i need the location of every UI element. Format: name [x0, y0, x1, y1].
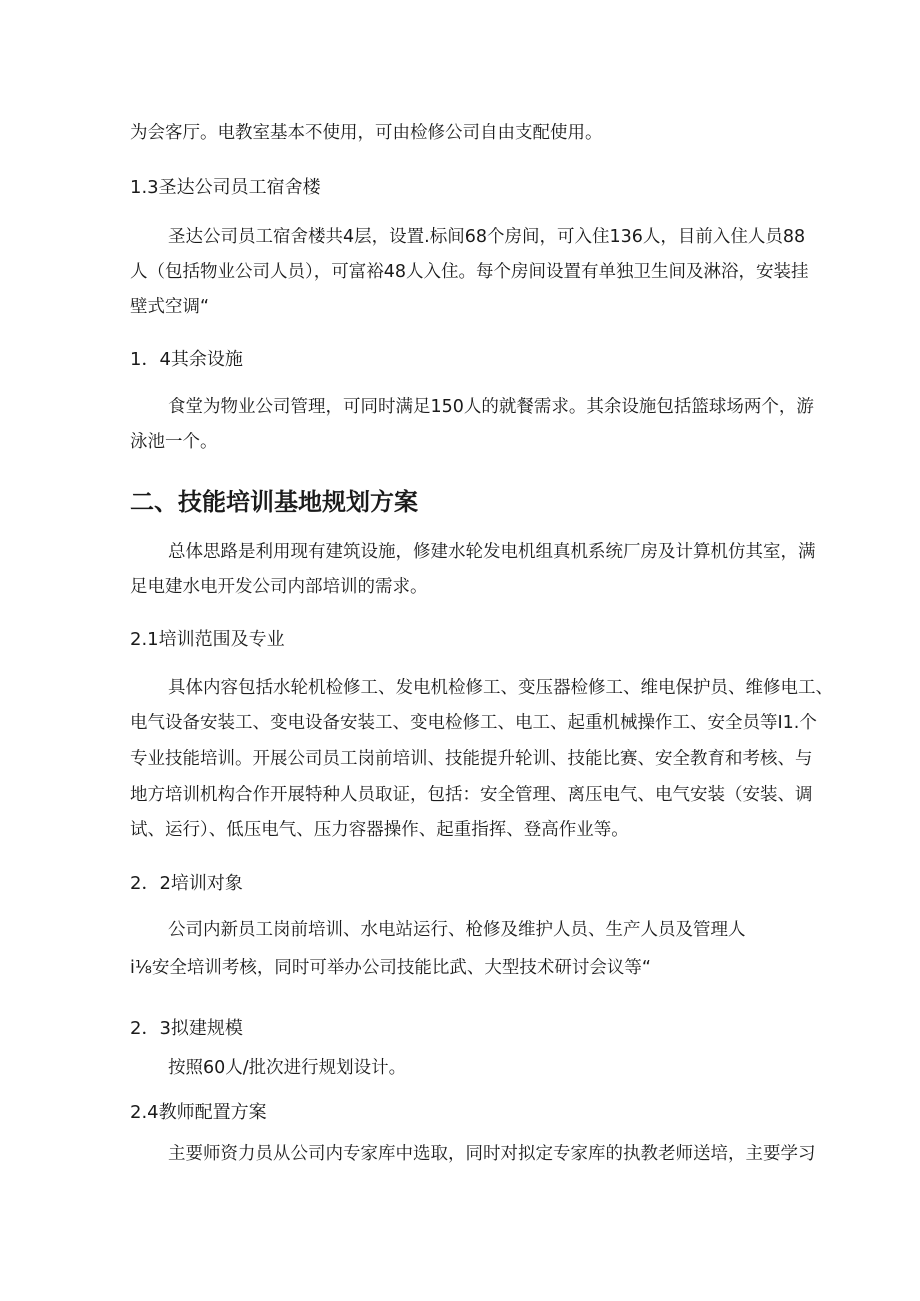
paragraph-line: i⅛安全培训考核，同时可举办公司技能比武、大型技术研讨会议等“ [130, 958, 651, 978]
paragraph-line: 为会客厅。电教室基本不使用，可由检修公司自由支配使用。 [130, 123, 603, 143]
section-heading-2-3: 2．3拟建规模 [130, 1018, 243, 1039]
paragraph-line: 主要师资力员从公司内专家库中选取，同时对拟定专家库的执教老师送培，主要学习 [168, 1144, 816, 1164]
paragraph-line: 具体内容包括水轮机检修工、发电机检修工、变压器检修工、维电保护员、维修电工、 [168, 678, 833, 698]
paragraph-line: 壁式空调“ [130, 297, 210, 317]
paragraph-line: 食堂为物业公司管理，可同时满足150人的就餐需求。其余设施包括篮球场两个，游 [168, 397, 814, 417]
paragraph-line: 泳池一个。 [130, 432, 218, 452]
paragraph-line: 地方培训机构合作开展特种人员取证，包括：安全管理、离压电气、电气安装（安装、调 [130, 785, 813, 805]
section-heading-2-2: 2．2培训对象 [130, 873, 243, 894]
section-heading-2-4: 2.4教师配置方案 [130, 1102, 267, 1123]
paragraph-line: 电气设备安装工、变电设备安装工、变电检修工、电工、起重机械操作工、安全员等I1.个 [130, 713, 817, 733]
paragraph-line: 总体思路是利用现有建筑设施，修建水轮发电机组真机系统厂房及计算机仿其室，满 [168, 542, 816, 562]
chapter-heading-2: 二、技能培训基地规划方案 [130, 488, 418, 516]
paragraph-line: 试、运行）、低压电气、压力容器操作、起重指挥、登高作业等。 [130, 820, 629, 840]
paragraph-line: 足电建水电开发公司内部培训的需求。 [130, 577, 428, 597]
paragraph-line: 专业技能培训。开展公司员工岗前培训、技能提升轮训、技能比赛、安全教育和考核、与 [130, 749, 813, 769]
paragraph-line: 按照60人/批次进行规划设计。 [168, 1058, 407, 1078]
paragraph-line: 圣达公司员工宿舍楼共4层，设置.标间68个房间，可入住136人，目前入住人员88 [168, 227, 806, 247]
paragraph-line: 人（包括物业公司人员），可富裕48人入住。每个房间设置有单独卫生间及淋浴，安装挂 [130, 262, 809, 282]
section-heading-1-3: 1.3圣达公司员工宿舍楼 [130, 177, 321, 198]
section-heading-2-1: 2.1培训范围及专业 [130, 629, 285, 650]
paragraph-line: 公司内新员工岗前培训、水电站运行、枪修及维护人员、生产人员及管理人 [168, 920, 746, 940]
section-heading-1-4: 1．4其余设施 [130, 349, 243, 370]
